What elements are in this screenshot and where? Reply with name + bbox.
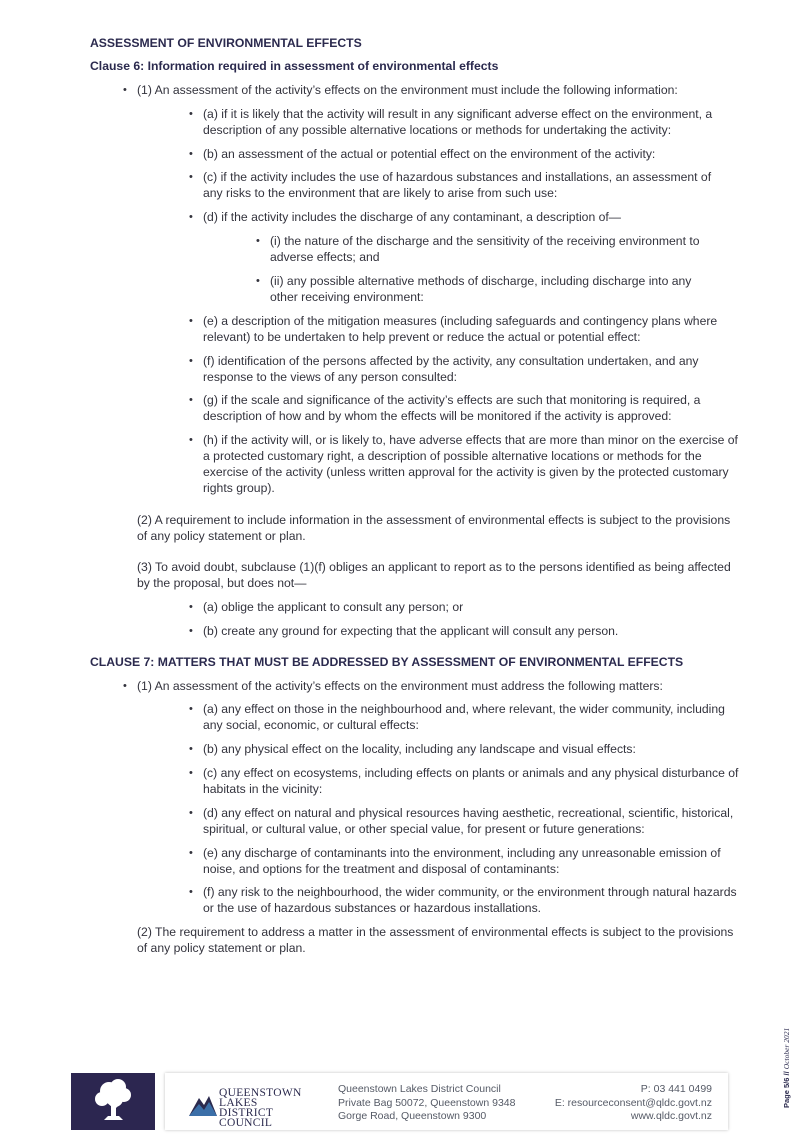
bullet-icon: •	[189, 394, 193, 406]
clause-7-intro: • (1) An assessment of the activity’s effects on the environment must address the following matters:	[123, 679, 663, 693]
footer-phone: P: 03 441 0499	[640, 1083, 712, 1095]
address-postal: Private Bag 50072, Queenstown 9348	[338, 1096, 516, 1109]
bullet-icon: •	[256, 235, 260, 247]
footer-email[interactable]: E: resourceconsent@qldc.govt.nz	[554, 1096, 712, 1109]
council-logo	[189, 1087, 309, 1129]
clause-6-para-2: (2) A requirement to include information in the assessment of environmental effects is subject to the provisions of any policy statement or plan.	[137, 513, 731, 543]
bullet-icon: •	[189, 601, 193, 613]
bullet-icon: •	[189, 355, 193, 367]
footer-address	[338, 1083, 515, 1124]
bullet-icon: •	[123, 680, 127, 692]
clause-6-para-3-item-a: • (a) oblige the applicant to consult any person; or	[189, 600, 464, 614]
clause-6-para-3-item-b: • (b) create any ground for expecting that the applicant will consult any person.	[189, 624, 619, 638]
bullet-icon: •	[189, 886, 193, 898]
clause-6-intro: • (1) An assessment of the activity’s effects on the environment must include the following information:	[123, 83, 678, 97]
bullet-icon: •	[189, 108, 193, 120]
page-separator: //	[782, 1071, 791, 1076]
bullet-icon: •	[123, 84, 127, 96]
clause-6-item-c: • (c) if the activity includes the use of hazardous substances and installations, an assessment of any risks to the environment that are likely to arise from such use:	[189, 170, 712, 200]
page-label: Page 5/6	[782, 1077, 791, 1108]
clause-6-item-g: • (g) if the scale and significance of the activity’s effects are such that monitoring is required, a description of how and by whom the effects will be monitored if the activity is approved:	[189, 393, 701, 423]
clause-6-item-d-i: • (i) the nature of the discharge and the sensitivity of the receiving environment to adverse effects; and	[256, 234, 700, 264]
bullet-icon: •	[189, 807, 193, 819]
footer-website[interactable]: www.qldc.govt.nz	[630, 1110, 712, 1122]
footer-emblem	[71, 1073, 155, 1130]
bullet-icon: •	[189, 847, 193, 859]
clause-6-item-d: • (d) if the activity includes the discharge of any contaminant, a description of—	[189, 210, 621, 224]
page-date: October 2021	[782, 1027, 791, 1070]
clause-7-item-a: • (a) any effect on those in the neighbourhood and, where relevant, the wider community, including any social, economic, or cultural effects:	[189, 702, 725, 732]
clause-6-item-a: • (a) if it is likely that the activity will result in any significant adverse effect on the environment, a description of any possible alternative locations or methods for undertaking the activity:	[189, 107, 713, 137]
clause-6-item-b: • (b) an assessment of the actual or potential effect on the environment of the activity:	[189, 147, 656, 161]
clause-6-item-f: • (f) identification of the persons affected by the activity, any consultation undertaken, and any response to the views of any person consulted:	[189, 354, 699, 384]
clause-7-para-2: (2) The requirement to address a matter in the assessment of environmental effects is subject to the provisions of any policy statement or plan.	[137, 925, 734, 955]
mountain-logo-icon	[189, 1090, 217, 1116]
clause-7-item-f: • (f) any risk to the neighbourhood, the wider community, or the environment through natural hazards or the use of hazardous substances or hazardous installations.	[189, 885, 737, 915]
clause-6-title: Clause 6: Information required in assessment of environmental effects	[90, 59, 499, 73]
bullet-icon: •	[189, 743, 193, 755]
clause-6-para-3: (3) To avoid doubt, subclause (1)(f) obliges an applicant to report as to the persons identified as being affected by the proposal, but does not—	[137, 560, 731, 590]
bullet-icon: •	[189, 767, 193, 779]
clause-6-item-h: • (h) if the activity will, or is likely to, have adverse effects that are more than minor on the exercise of a protected customary right, a description of possible alternative locations or methods for the exercise of the activity (unless written approval for the activity is given by the protected customary rights group).	[189, 433, 738, 495]
address-org: Queenstown Lakes District Council	[338, 1083, 501, 1095]
address-street: Gorge Road, Queenstown 9300	[338, 1110, 487, 1122]
clause-7-item-b: • (b) any physical effect on the locality, including any landscape and visual effects:	[189, 742, 636, 756]
footer-contact-card	[165, 1073, 728, 1130]
bullet-icon: •	[189, 315, 193, 327]
footer-contact	[555, 1083, 712, 1124]
clause-7-item-d: • (d) any effect on natural and physical resources having aesthetic, recreational, scientific, historical, spiritual, or cultural value, or other special value, for present or future generations:	[189, 806, 734, 836]
page-heading: ASSESSMENT OF ENVIRONMENTAL EFFECTS	[90, 36, 362, 50]
page-number-vertical	[782, 1028, 791, 1108]
tree-icon	[71, 1073, 155, 1130]
clause-7-item-c: • (c) any effect on ecosystems, including effects on plants or animals and any physical disturbance of habitats in the vicinity:	[189, 766, 739, 796]
clause-6-item-e: • (e) a description of the mitigation measures (including safeguards and contingency plans where relevant) to be undertaken to help prevent or reduce the actual or potential effect:	[189, 314, 718, 344]
bullet-icon: •	[189, 703, 193, 715]
bullet-icon: •	[256, 275, 260, 287]
clause-7-title: CLAUSE 7: MATTERS THAT MUST BE ADDRESSED BY ASSESSMENT OF ENVIRONMENTAL EFFECTS	[90, 655, 684, 669]
bullet-icon: •	[189, 148, 193, 160]
clause-7-item-e: • (e) any discharge of contaminants into the environment, including any unreasonable emission of noise, and options for the treatment and disposal of contaminants:	[189, 846, 721, 876]
logo-wordmark: QUEENSTOWN LAKES DISTRICT COUNCIL	[219, 1087, 302, 1129]
bullet-icon: •	[189, 211, 193, 223]
bullet-icon: •	[189, 434, 193, 446]
clause-6-item-d-ii: • (ii) any possible alternative methods of discharge, including discharge into any other receiving environment:	[256, 274, 692, 304]
bullet-icon: •	[189, 171, 193, 183]
bullet-icon: •	[189, 625, 193, 637]
